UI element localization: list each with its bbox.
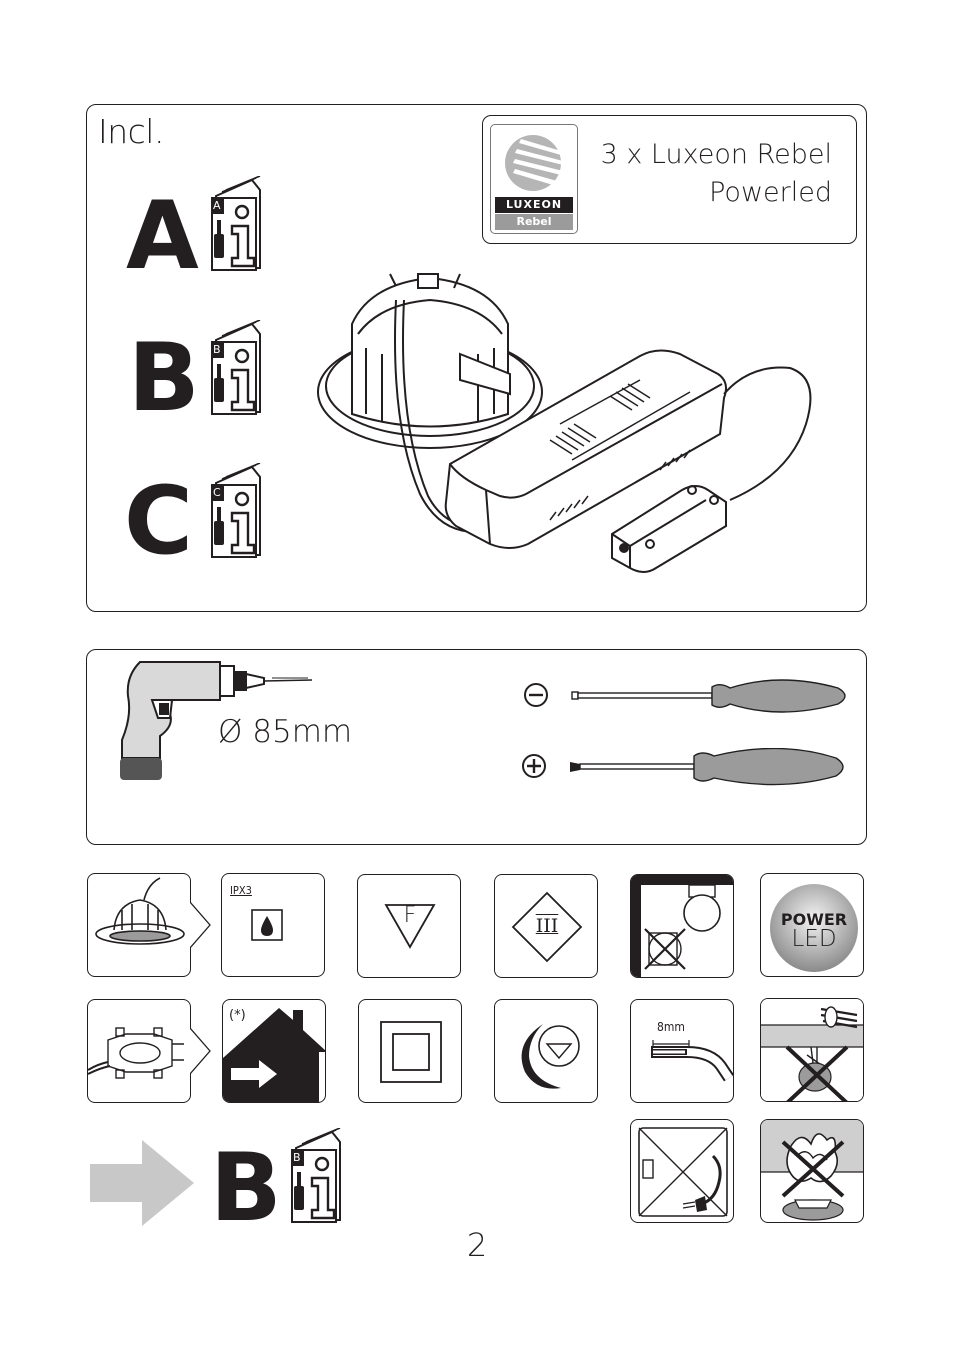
- power-led-bottom: LED: [791, 926, 837, 952]
- luxeon-line-2: Powerled: [709, 177, 832, 208]
- wire-strip-length-icon: [630, 999, 734, 1103]
- indoor-asterisk: (*): [229, 1008, 246, 1023]
- luxeon-logo-sub: Rebel: [495, 214, 573, 230]
- luxeon-logo: [490, 124, 578, 234]
- proceed-booklet-b-icon: [288, 1128, 350, 1224]
- booklet-letter-c: C: [124, 467, 190, 576]
- class-ii-icon: [358, 999, 462, 1103]
- proceed-booklet-tab: B: [293, 1151, 301, 1164]
- callout-pointer-2-icon: [190, 1026, 212, 1076]
- booklet-icon-c: [208, 463, 270, 559]
- power-led-icon: [760, 873, 864, 977]
- downlight-driver-illustration: [310, 264, 830, 584]
- proceed-arrow-icon: [90, 1140, 194, 1226]
- luxeon-logo-icon: [491, 125, 577, 199]
- booklet-icon-b: [208, 320, 270, 416]
- class-iii-label: III: [535, 915, 559, 937]
- booklet-tab-c: C: [213, 486, 221, 499]
- driver-wiring-icon: [87, 999, 191, 1103]
- no-burning-insulation-icon: [760, 1119, 864, 1223]
- slotted-screwdriver-icon: [520, 678, 850, 716]
- booklet-tab-a: A: [213, 199, 221, 212]
- callout-pointer-icon: [190, 900, 212, 950]
- luxeon-line-1: 3 x Luxeon Rebel: [600, 139, 832, 170]
- class-iii-icon: [494, 874, 598, 978]
- wire-strip-label: 8mm: [657, 1020, 685, 1034]
- hole-diameter-label: Ø 85mm: [218, 714, 353, 750]
- no-covering-lamp-icon: [630, 874, 734, 978]
- booklet-letter-b: B: [128, 324, 197, 433]
- booklet-icon-a: [208, 176, 270, 272]
- booklet-tab-b: B: [213, 343, 221, 356]
- power-led-top: POWER: [780, 910, 848, 929]
- no-insulation-contact-icon: [760, 998, 864, 1102]
- f-mark-label: F: [403, 903, 417, 928]
- indoor-use-icon: [222, 999, 326, 1103]
- ipx3-label: IPX3: [230, 884, 252, 897]
- included-title: Incl.: [98, 112, 164, 151]
- switch-off-mains-icon: [630, 1119, 734, 1223]
- dimmable-icon: [494, 999, 598, 1103]
- booklet-letter-a: A: [126, 182, 196, 291]
- luxeon-description: [601, 136, 832, 212]
- proceed-letter-b: B: [210, 1134, 279, 1243]
- page-number: 2: [466, 1226, 488, 1264]
- luxeon-logo-word: LUXEON: [495, 197, 573, 213]
- f-mark-icon: [357, 874, 461, 978]
- recessed-downlight-icon: [87, 873, 191, 977]
- phillips-screwdriver-icon: [518, 748, 848, 788]
- ipx3-rating-icon: [221, 873, 325, 977]
